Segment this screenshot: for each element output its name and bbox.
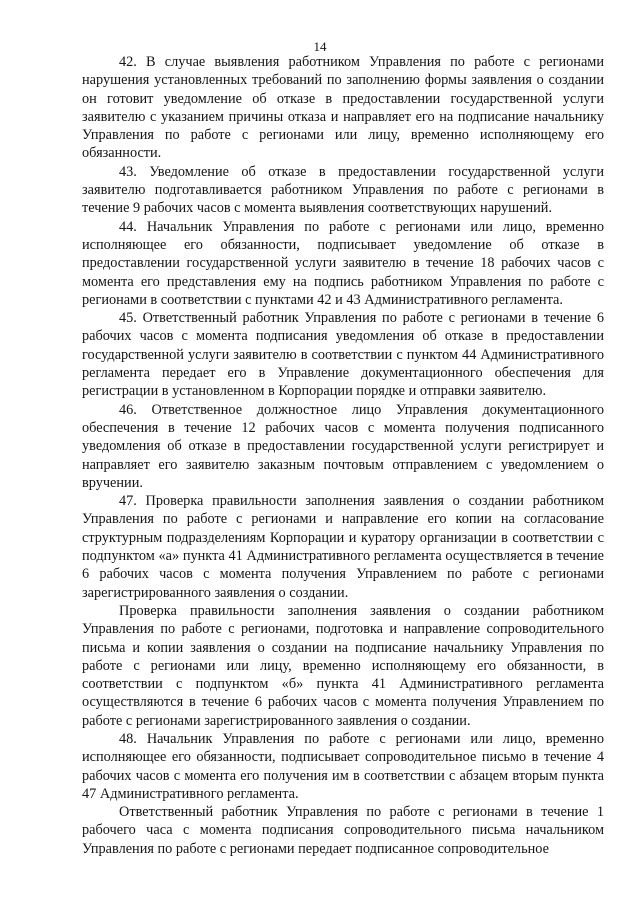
paragraph-45: 45. Ответственный работник Управления по работе с регионами в течение 6 рабочих часов с момента подписания уведомления об отказе в предоставлении государственной услуги заявителю в соответствии с пунктом 44 Административного регламента передает его в Управление документационного обеспечения для регистрации в установленном в Корпорации порядке и отправки заявителю. bbox=[82, 310, 604, 400]
paragraph-48: 48. Начальник Управления по работе с регионами или лицо, временно исполняющее его обязанности, подписывает сопроводительное письмо в течение 4 рабочих часов с момента его получения им в соответствии с абзацем вторым пункта 47 Административного регламента. bbox=[82, 730, 604, 802]
paragraph-43: 43. Уведомление об отказе в предоставлении государственной услуги заявителю подготавливается работником Управления по работе с регионами в течение 9 рабочих часов с момента выявления соответствующих нарушений. bbox=[82, 163, 604, 217]
page-number: 14 bbox=[313, 39, 327, 54]
paragraph-42: 42. В случае выявления работником Управления по работе с регионами нарушения установленных требований по заполнению формы заявления о создании он готовит уведомление об отказе в предоставлении государственной услуги заявителю с указанием причины отказа и направляет его на подписание начальнику Управления по работе с регионами или лицу, временно исполняющему его обязанности. bbox=[82, 54, 604, 162]
document-body bbox=[82, 53, 604, 858]
paragraph-47-second-part: Проверка правильности заполнения заявления о создании работником Управления по работе с регионами, подготовка и направление сопроводительного письма и копии заявления о создании на подписание начальнику Управления по работе с регионами или лицу, временно исполняющему его обязанности, в соответствии с подпунктом «б» пункта 41 Административного регламента осуществляются в течение 6 рабочих часов с момента получения Управлением по работе с регионами зарегистрированного заявления о создании. bbox=[82, 602, 604, 729]
paragraph-48-second-part: Ответственный работник Управления по работе с регионами в течение 1 рабочего часа с момента подписания сопроводительного письма начальником Управления по работе с регионами передает подписанное сопроводительное bbox=[82, 804, 604, 857]
paragraph-47: 47. Проверка правильности заполнения заявления о создании работником Управления по работе с регионами и направление его копии на согласование структурным подразделениям Корпорации и куратору организации в соответствии с подпунктом «а» пункта 41 Административного регламента осуществляется в течение 6 рабочих часов с момента получения Управлением по работе с регионами зарегистрированного заявления о создании. bbox=[82, 493, 604, 601]
paragraph-46: 46. Ответственное должностное лицо Управления документационного обеспечения в течение 12 рабочих часов с момента получения подписанного уведомления об отказе в предоставлении государственной услуги регистрирует и направляет его заявителю заказным почтовым отправлением с уведомлением о вручении. bbox=[82, 401, 604, 491]
paragraph-44: 44. Начальник Управления по работе с регионами или лицо, временно исполняющее его обязанности, подписывает уведомление об отказе в предоставлении государственной услуги заявителю в течение 18 рабочих часов с момента его представления ему на подпись работником Управления по работе с регионами в соответствии с пунктами 42 и 43 Административного регламента. bbox=[82, 218, 604, 308]
